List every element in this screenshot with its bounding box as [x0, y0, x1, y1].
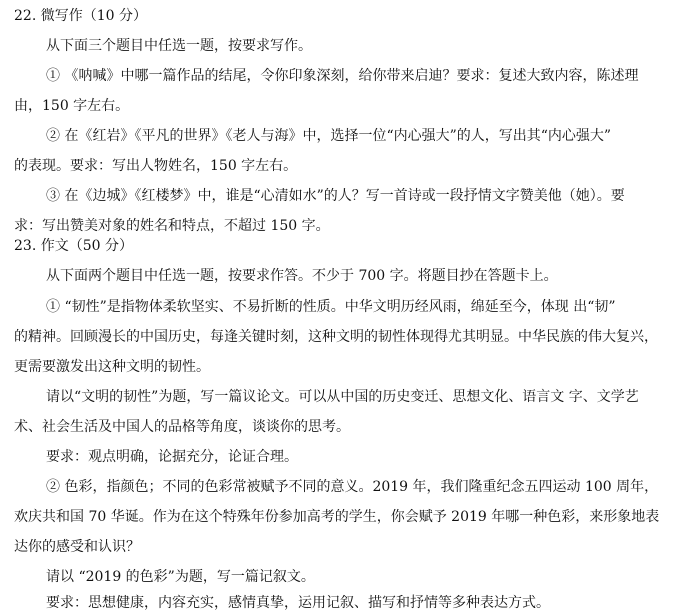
- q23-item1-requirement: 要求：观点明确，论据充分，论证合理。: [46, 449, 298, 465]
- q23-item2-line2: 欢庆共和国 70 华诞。作为在这个特殊年份参加高考的学生，你会赋予 2019 年哪一种色彩，来形象地表: [14, 509, 660, 525]
- q22-item1-line2: 由，150 字左右。: [14, 98, 130, 114]
- q23-item1-line1: ① “韧性”是指物体柔软坚实、不易折断的性质。中华文明历经风雨，绵延至今，体现 出“韧”: [46, 299, 616, 315]
- q22-item2-line2: 的表现。要求：写出人物姓名，150 字左右。: [14, 158, 298, 174]
- q23-item2-requirement: 要求：思想健康，内容充实，感情真挚，运用记叙、描写和抒情等多种表达方式。: [46, 595, 550, 611]
- q23-item2-task: 请以 “2019 的色彩”为题，写一篇记叙文。: [46, 569, 315, 585]
- q23-item1-task-line2: 术、社会生活及中国人的品格等角度，谈谈你的思考。: [14, 419, 350, 435]
- q23-item2-line1: ② 色彩，指颜色；不同的色彩常被赋予不同的意义。2019 年，我们隆重纪念五四运动 100 周年，: [46, 479, 659, 495]
- q23-item1-line3: 更需要激发出这种文明的韧性。: [14, 359, 210, 375]
- q22-item2-line1: ② 在《红岩》《平凡的世界》《老人与海》中，选择一位“内心强大”的人，写出其“内心强大”: [46, 128, 612, 144]
- q23-intro: 从下面两个题目中任选一题，按要求作答。不少于 700 字。将题目抄在答题卡上。: [46, 268, 558, 284]
- q22-item1-line1: ① 《呐喊》中哪一篇作品的结尾，令你印象深刻，给你带来启迪？要求：复述大致内容，陈述理: [46, 68, 639, 84]
- q23-header: 23. 作文（50 分）: [14, 238, 133, 254]
- q23-item2-line3: 达你的感受和认识？: [14, 539, 140, 555]
- q22-item3-line1: ③ 在《边城》《红楼梦》中，谁是“心清如水”的人？写一首诗或一段抒情文字赞美他（她）。要: [46, 188, 625, 204]
- q23-item1-line2: 的精神。回顾漫长的中国历史，每逢关键时刻，这种文明的韧性体现得尤其明显。中华民族的伟大复兴，: [14, 329, 658, 345]
- q22-header: 22. 微写作（10 分）: [14, 8, 147, 24]
- q23-item1-task-line1: 请以“文明的韧性”为题，写一篇议论文。可以从中国的历史变迁、思想文化、语言文 字、文学艺: [46, 389, 639, 405]
- q22-intro: 从下面三个题目中任选一题，按要求写作。: [46, 38, 312, 54]
- q22-item3-line2: 求：写出赞美对象的姓名和特点，不超过 150 字。: [14, 218, 330, 234]
